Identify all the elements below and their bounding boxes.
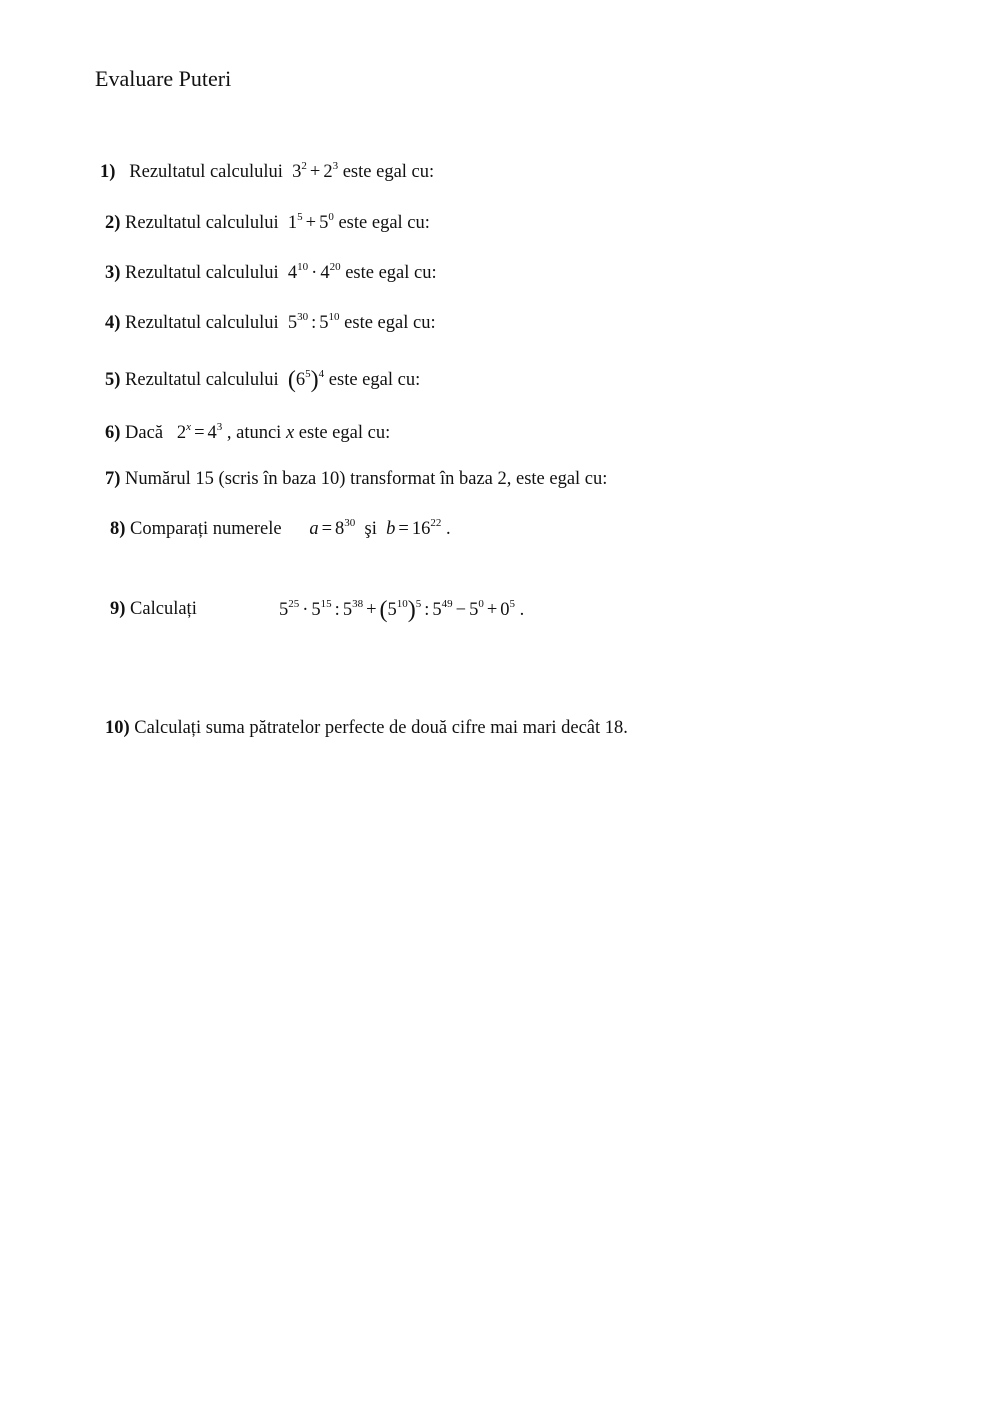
question-number: 6)	[105, 423, 121, 443]
question-number: 3)	[105, 263, 121, 283]
question-7	[105, 470, 607, 489]
math-expression: $1^5 + 5^0$	[287, 211, 334, 233]
question-text: Dacă	[125, 423, 164, 443]
question-text: Rezultatul calculului	[125, 370, 279, 390]
question-number: 2)	[105, 213, 121, 233]
question-2	[105, 211, 430, 233]
question-suffix: este egal cu:	[328, 370, 421, 390]
question-5	[105, 368, 420, 392]
question-number: 9)	[110, 599, 126, 619]
page-title: Evaluare Puteri	[95, 66, 232, 91]
math-expression: $(6^5)^4$	[287, 367, 325, 393]
question-text: Calculați	[130, 599, 197, 619]
question-number: 7)	[105, 469, 121, 489]
question-3	[105, 261, 437, 283]
question-suffix: este egal cu:	[342, 162, 435, 182]
question-text: Comparați numerele	[130, 519, 282, 539]
math-expression: $2^x = 4^3$	[176, 421, 223, 443]
question-suffix-2: este egal cu:	[298, 423, 391, 443]
question-text: Rezultatul calculului	[125, 263, 279, 283]
variable-x: x	[285, 423, 295, 443]
math-expression: $3^2 + 2^3$	[292, 160, 339, 182]
question-suffix: este egal cu:	[344, 313, 436, 333]
conjunction: şi	[364, 519, 377, 539]
question-10	[105, 719, 628, 738]
question-suffix: este egal cu:	[345, 263, 437, 283]
question-8	[110, 517, 451, 539]
question-4	[105, 311, 436, 333]
question-text: Rezultatul calculului	[129, 162, 283, 182]
question-text: Rezultatul calculului	[125, 213, 279, 233]
question-6	[105, 421, 391, 443]
question-number: 8)	[110, 519, 126, 539]
question-9	[110, 600, 197, 619]
question-number: 4)	[105, 313, 121, 333]
math-expression: $a = 8^{30}$ şi $b = 16^{22}$ .	[309, 517, 451, 539]
question-text: Numărul 15 (scris în baza 10) transformat în baza 2, este egal cu:	[125, 469, 608, 489]
question-text: Rezultatul calculului	[125, 313, 279, 333]
question-number: 10)	[105, 718, 130, 738]
question-text: Calculați suma pătratelor perfecte de două cifre mai mari decât 18.	[134, 718, 628, 738]
question-1	[100, 160, 435, 182]
question-suffix: , atunci	[226, 423, 282, 443]
math-expression: $5^{30}$ : $5^{10}$	[287, 311, 340, 333]
math-expression: $4^{10} \cdot 4^{20}$	[287, 261, 341, 283]
question-number: 1)	[100, 162, 116, 182]
question-number: 5)	[105, 370, 121, 390]
math-expression-9: $5^{25} \cdot 5^{15}$ : $5^{38} + (5^{10})^5$ : $5^{49} - 5^0 + 0^5$ .	[279, 597, 525, 623]
question-suffix: este egal cu:	[338, 213, 430, 233]
